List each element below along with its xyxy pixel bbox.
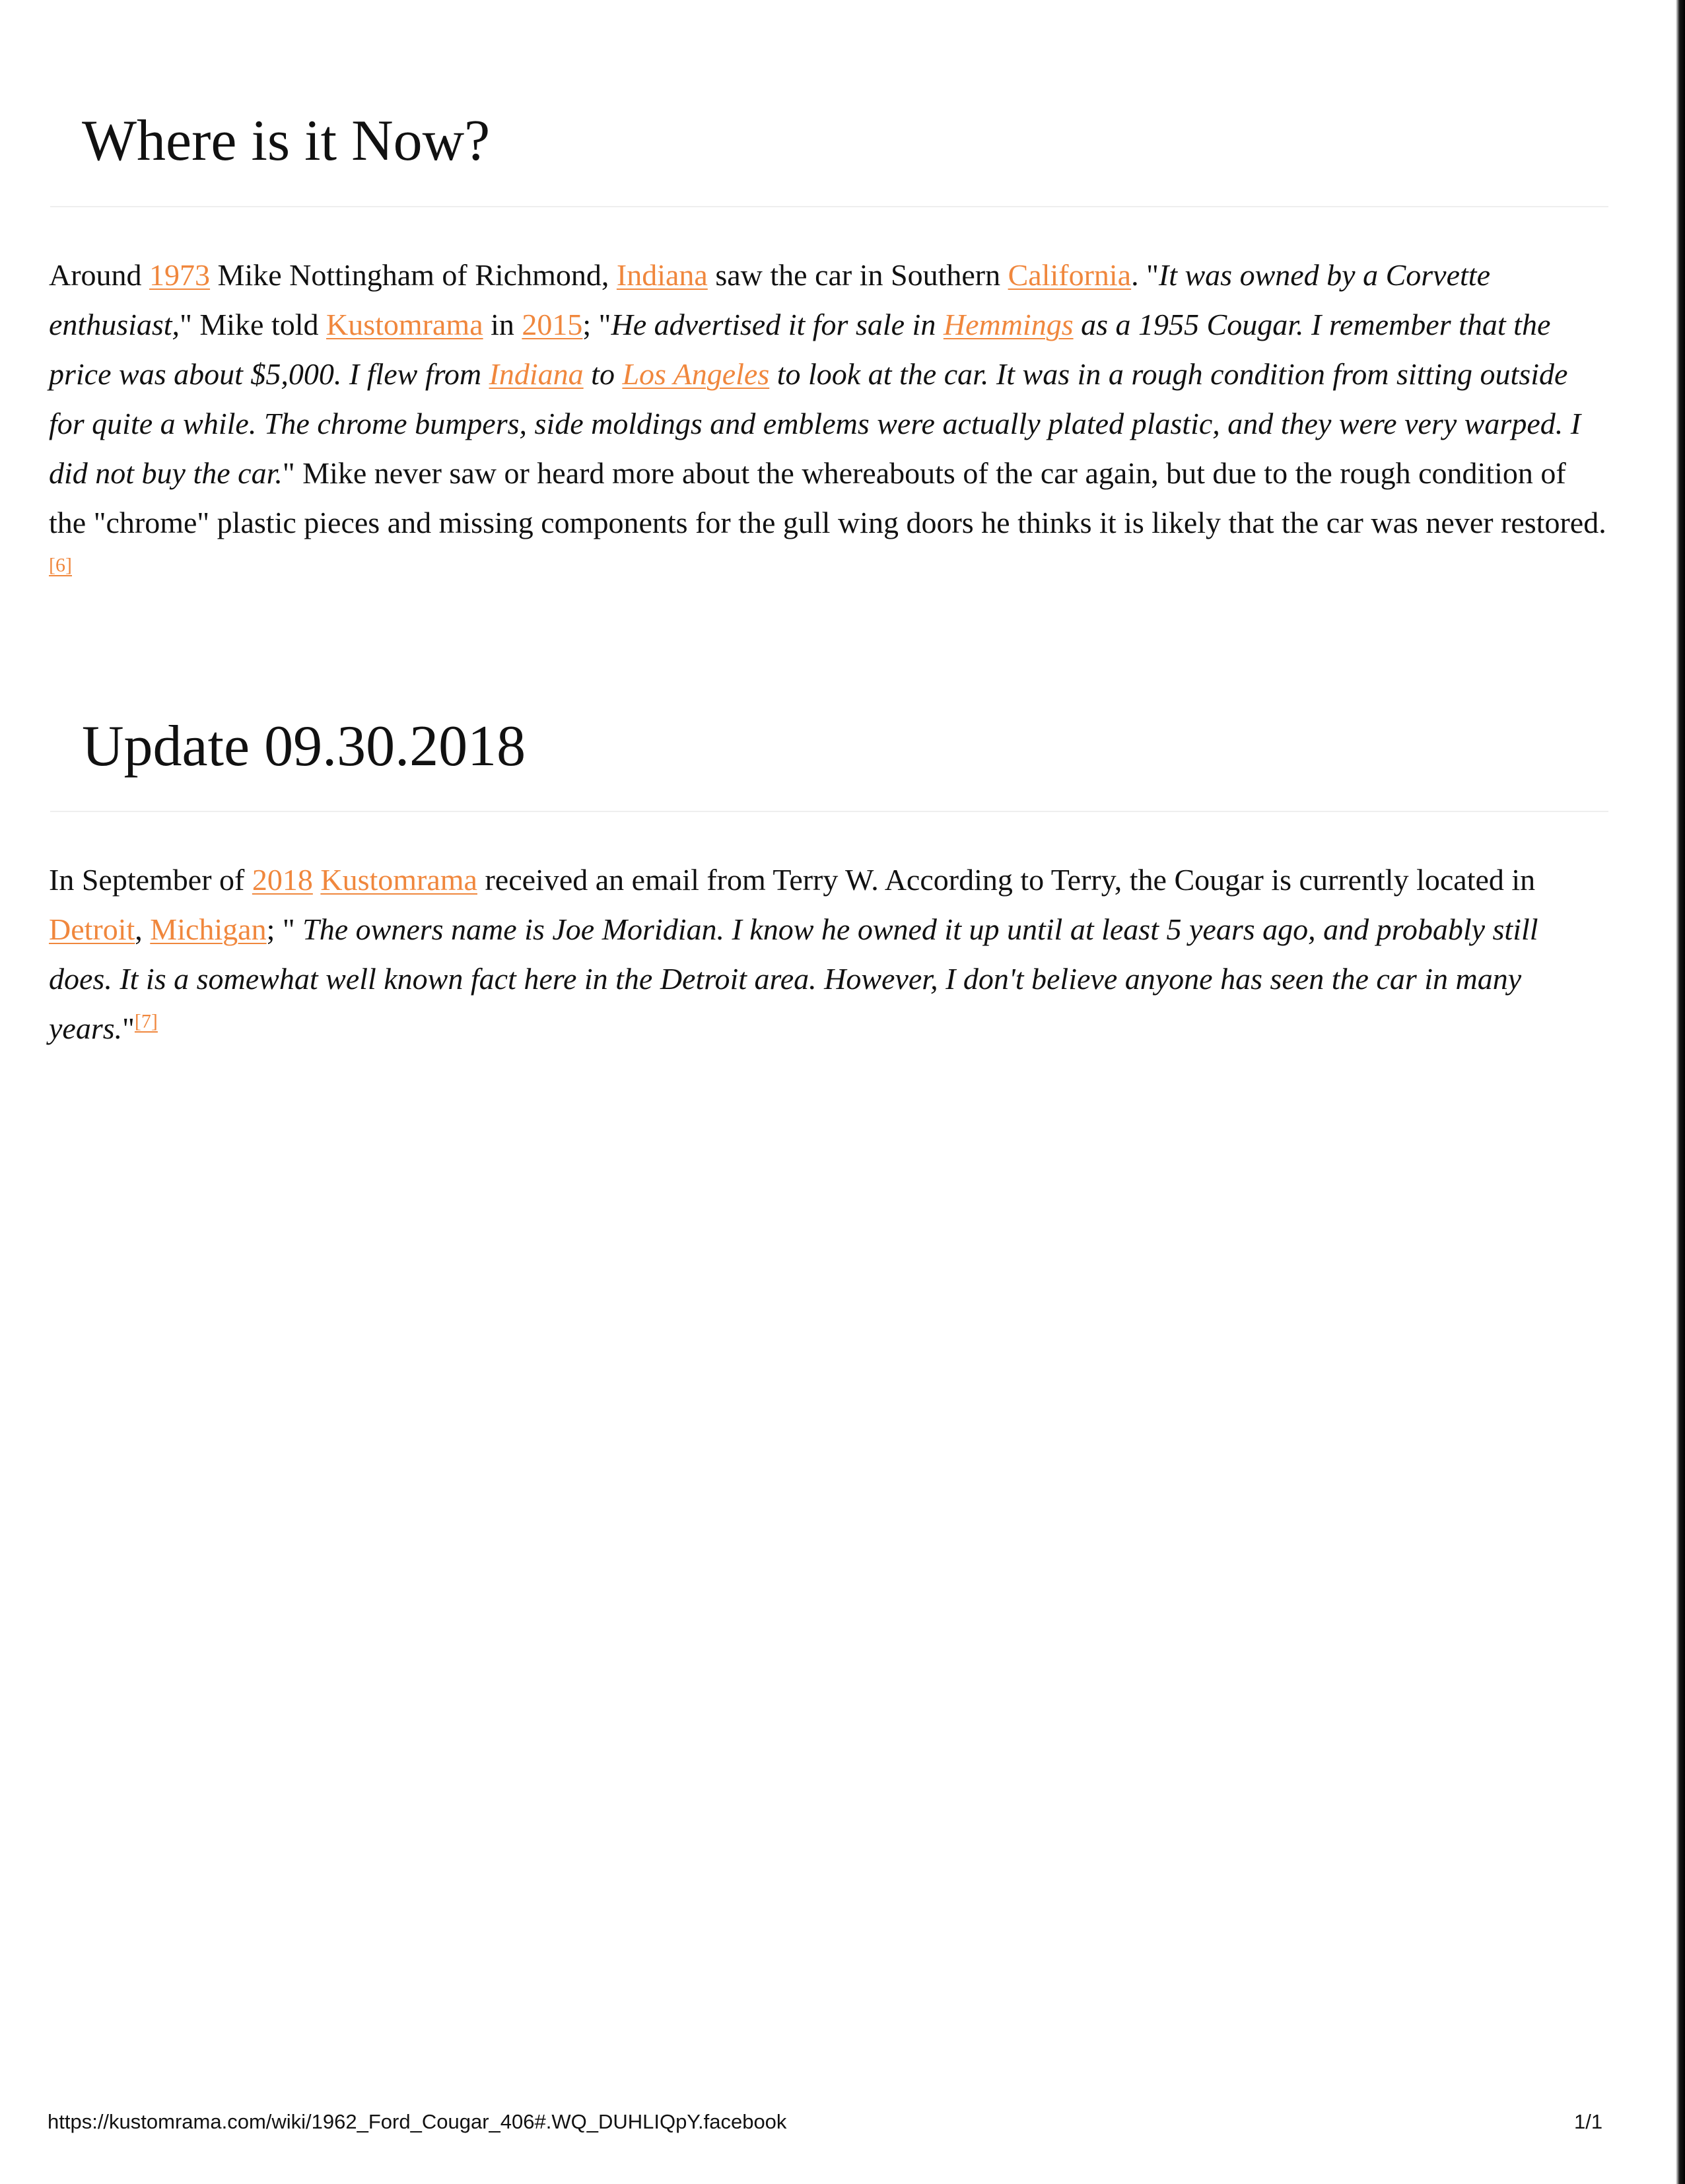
reference-6[interactable]: [6]: [49, 554, 72, 576]
footer-url: https://kustomrama.com/wiki/1962_Ford_Cougar_406#.WQ_DUHLIQpY.facebook: [48, 2110, 787, 2133]
text: saw the car in Southern: [707, 258, 1008, 292]
link-indiana-2[interactable]: Indiana: [489, 357, 584, 391]
text: ": [122, 1011, 135, 1045]
link-hemmings[interactable]: Hemmings: [943, 308, 1074, 341]
heading-rule: [50, 206, 1608, 207]
text: . ": [1131, 258, 1159, 292]
quote-text: The owners name is Joe Moridian. I know he owned it up until at least 5 years ago, and probably still does. It is a somewhat well known fact here in the Detroit area. However, I don't believe anyone has seen the car in many years.: [49, 912, 1538, 1045]
link-2018[interactable]: 2018: [252, 863, 313, 897]
heading-rule: [50, 811, 1608, 812]
text: [313, 863, 321, 897]
text: " Mike never saw or heard more about the whereabouts of the car again, but due to the rough condition of the "chrome" plastic pieces and missing components for the gull wing doors he thinks it is likely that the car was never restored.: [49, 456, 1606, 539]
section-heading-where-is-it-now: Where is it Now?: [82, 109, 491, 173]
text: ; ": [582, 308, 611, 341]
link-1973[interactable]: 1973: [149, 258, 211, 292]
link-michigan[interactable]: Michigan: [150, 912, 267, 946]
text: Around: [49, 258, 150, 292]
quote-text: He advertised it for sale in: [611, 308, 944, 341]
link-detroit[interactable]: Detroit: [49, 912, 135, 946]
link-kustomrama[interactable]: Kustomrama: [326, 308, 483, 341]
quote-text: to: [583, 357, 623, 391]
link-los-angeles[interactable]: Los Angeles: [622, 357, 770, 391]
quote-text: as a 1955 Cougar. I remember that the price was about $5,000. I flew from: [49, 308, 1551, 391]
text: ; ": [266, 912, 303, 946]
link-2015[interactable]: 2015: [522, 308, 583, 341]
text: ,: [135, 912, 151, 946]
scan-page-edge: [1676, 0, 1685, 2184]
footer-page-number: 1/1: [1574, 2110, 1603, 2133]
paragraph-where-is-it-now: [49, 250, 1607, 597]
link-california[interactable]: California: [1008, 258, 1132, 292]
text: In September of: [49, 863, 252, 897]
paragraph-update: [49, 855, 1607, 1053]
text: " Mike told: [180, 308, 326, 341]
reference-7[interactable]: [7]: [134, 1010, 158, 1033]
text: in: [483, 308, 522, 341]
text: Mike Nottingham of Richmond,: [210, 258, 617, 292]
link-kustomrama-2[interactable]: Kustomrama: [320, 863, 477, 897]
quote-text: to look at the car. It was in a rough condition from sitting outside for quite a while. The chrome bumpers, side moldings and emblems were actually plated plastic, and they were very warped. I did not buy the car.: [49, 357, 1581, 490]
text: received an email from Terry W. According to Terry, the Cougar is currently located in: [477, 863, 1536, 897]
section-heading-update: Update 09.30.2018: [82, 714, 526, 778]
link-indiana[interactable]: Indiana: [616, 258, 708, 292]
quote-text: It was owned by a Corvette enthusiast,: [49, 258, 1490, 341]
